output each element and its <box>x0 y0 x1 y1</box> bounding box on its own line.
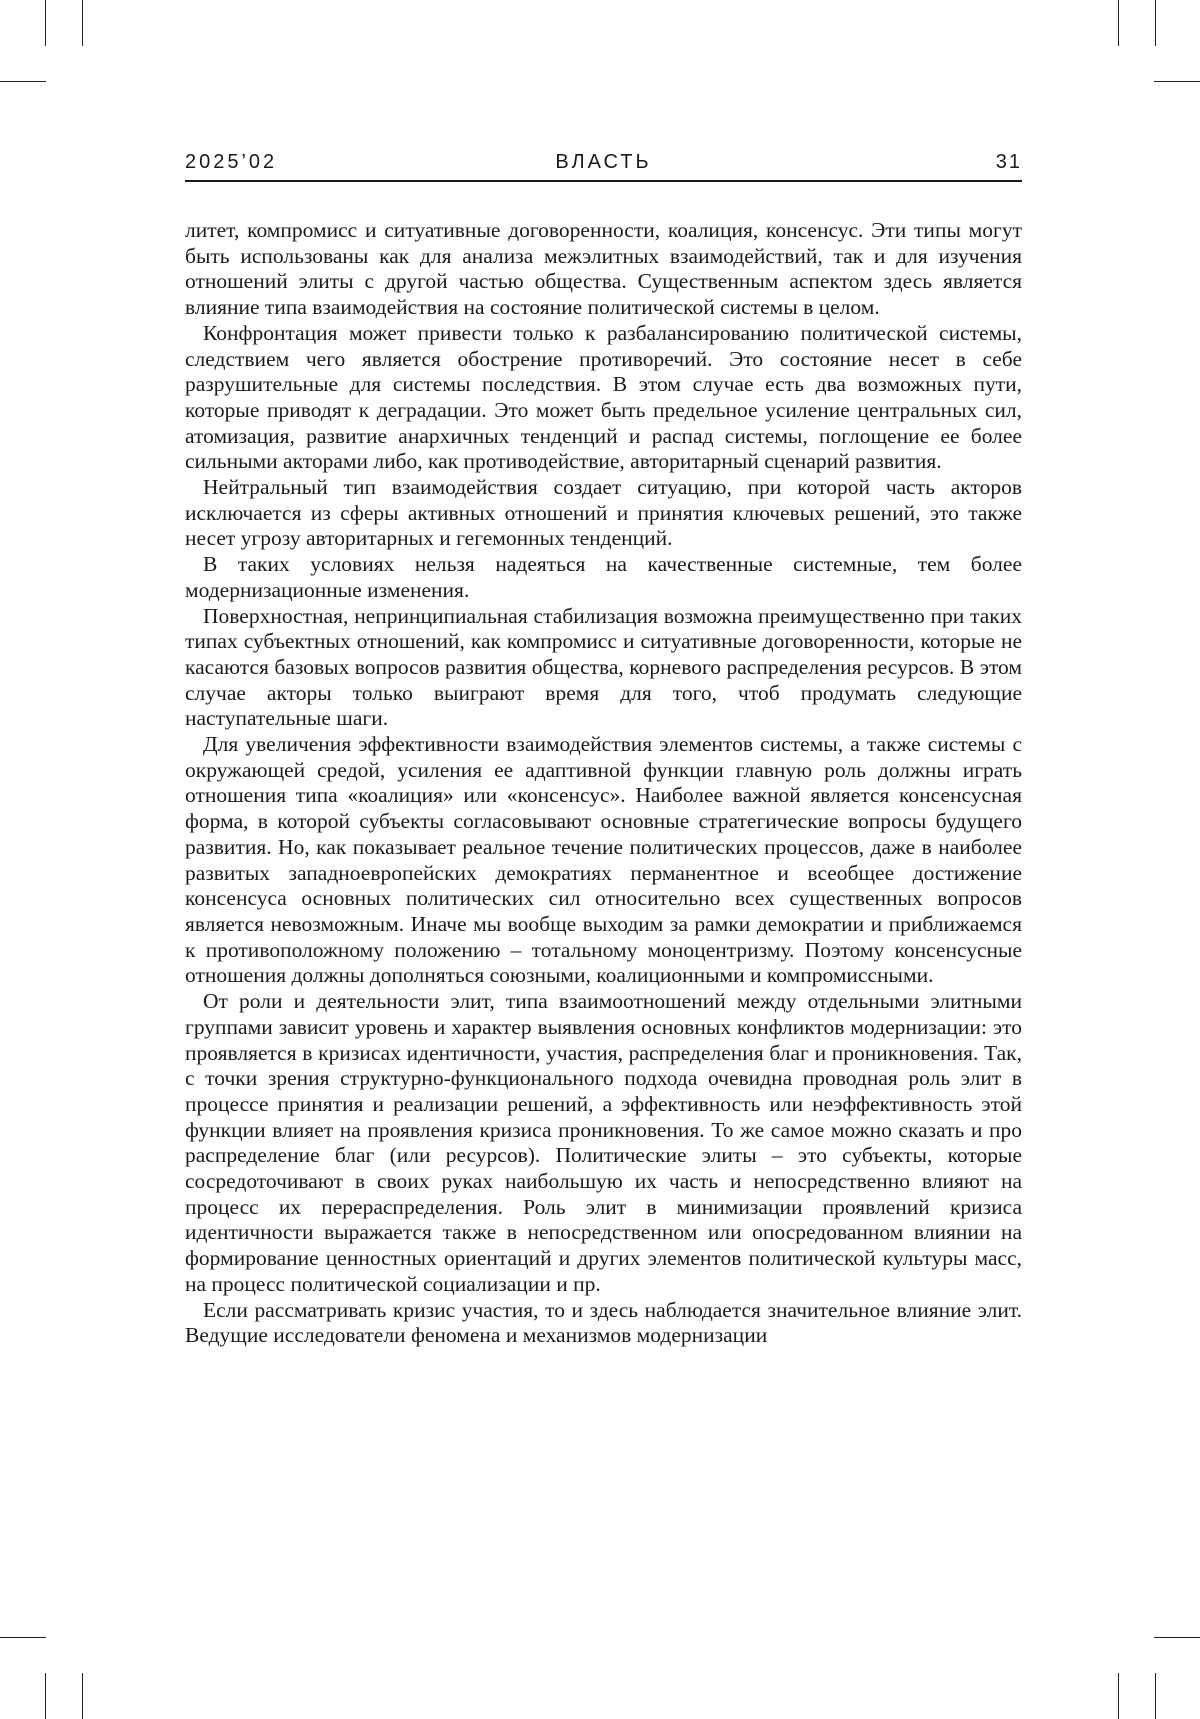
paragraph: литет, компромисс и ситуативные договоренности, коалиция, консенсус. Эти типы могут быть использованы как для анализа межэлитных взаимодействий, так и для изучения отношений элиты с другой частью общества. Существенным аспектом здесь является влияние типа взаимодействия на состояние политической системы в целом. <box>185 218 1022 321</box>
crop-mark <box>1154 1637 1200 1638</box>
paragraph: От роли и деятельности элит, типа взаимоотношений между отдельными элитными группами зависит уровень и характер выявления основных конфликтов модернизации: это проявляется в кризисах идентичности, участия, распределения благ и проникновения. Так, с точки зрения структурно-функционального подхода очевидна проводная роль элит в процессе принятия и реализации решений, а эффективность или неэффективность этой функции влияет на проявления кризиса проникновения. То же самое можно сказать и про распределение благ (или ресурсов). Политические элиты – это субъекты, которые сосредоточивают в своих руках наибольшую их часть и непосредственно влияют на процесс их перераспределения. Роль элит в минимизации проявлений кризиса идентичности выражается также в непосредственном или опосредованном влиянии на формирование ценностных ориентаций и других элементов политической культуры масс, на процесс политической социализации и пр. <box>185 989 1022 1297</box>
running-head <box>185 150 1022 182</box>
page-number: 31 <box>996 151 1022 174</box>
article-body <box>185 218 1022 1349</box>
paragraph: Если рассматривать кризис участия, то и здесь наблюдается значительное влияние элит. Ведущие исследователи феномена и механизмов модернизации <box>185 1298 1022 1349</box>
crop-mark <box>45 1673 46 1719</box>
paragraph: Для увеличения эффективности взаимодействия элементов системы, а также системы с окружающей средой, усиления ее адаптивной функции главную роль должны играть отношения типа «коалиция» или «консенсус». Наиболее важной является консенсусная форма, в которой субъекты согласовывают основные стратегические вопросы будущего развития. Но, как показывает реальное течение политических процессов, даже в наиболее развитых западноевропейских демократиях перманентное и всеобщее достижение консенсуса основных политических сил относительно всех существенных вопросов является невозможным. Иначе мы вообще выходим за рамки демократии и приближаемся к противоположному положению – тотальному моноцентризму. Поэтому консенсусные отношения должны дополняться союзными, коалиционными и компромиссными. <box>185 732 1022 989</box>
crop-mark <box>1155 1673 1156 1719</box>
crop-mark <box>0 81 46 82</box>
crop-mark <box>0 1637 46 1638</box>
issue-number: 2025’02 <box>185 151 277 174</box>
crop-mark <box>1154 81 1200 82</box>
crop-mark <box>45 0 46 46</box>
journal-title: ВЛАСТЬ <box>185 151 1022 174</box>
crop-mark <box>82 1673 83 1719</box>
crop-mark <box>1155 0 1156 46</box>
paragraph: В таких условиях нельзя надеяться на качественные системные, тем более модернизационные изменения. <box>185 552 1022 603</box>
paragraph: Конфронтация может привести только к разбалансированию политической системы, следствием чего является обострение противоречий. Это состояние несет в себе разрушительные для системы последствия. В этом случае есть два возможных пути, которые приводят к деградации. Это может быть предельное усиление центральных сил, атомизация, развитие анархичных тенденций и распад системы, поглощение ее более сильными акторами либо, как противодействие, авторитарный сценарий развития. <box>185 321 1022 475</box>
paragraph: Нейтральный тип взаимодействия создает ситуацию, при которой часть акторов исключается из сферы активных отношений и принятия ключевых решений, это также несет угрозу авторитарных и гегемонных тенденций. <box>185 475 1022 552</box>
crop-mark <box>1118 0 1119 46</box>
crop-mark <box>82 0 83 46</box>
crop-mark <box>1118 1673 1119 1719</box>
paragraph: Поверхностная, непринципиальная стабилизация возможна преимущественно при таких типах субъектных отношений, как компромисс и ситуативные договоренности, которые не касаются базовых вопросов развития общества, корневого распределения ресурсов. В этом случае акторы только выиграют время для того, чтоб продумать следующие наступательные шаги. <box>185 604 1022 733</box>
